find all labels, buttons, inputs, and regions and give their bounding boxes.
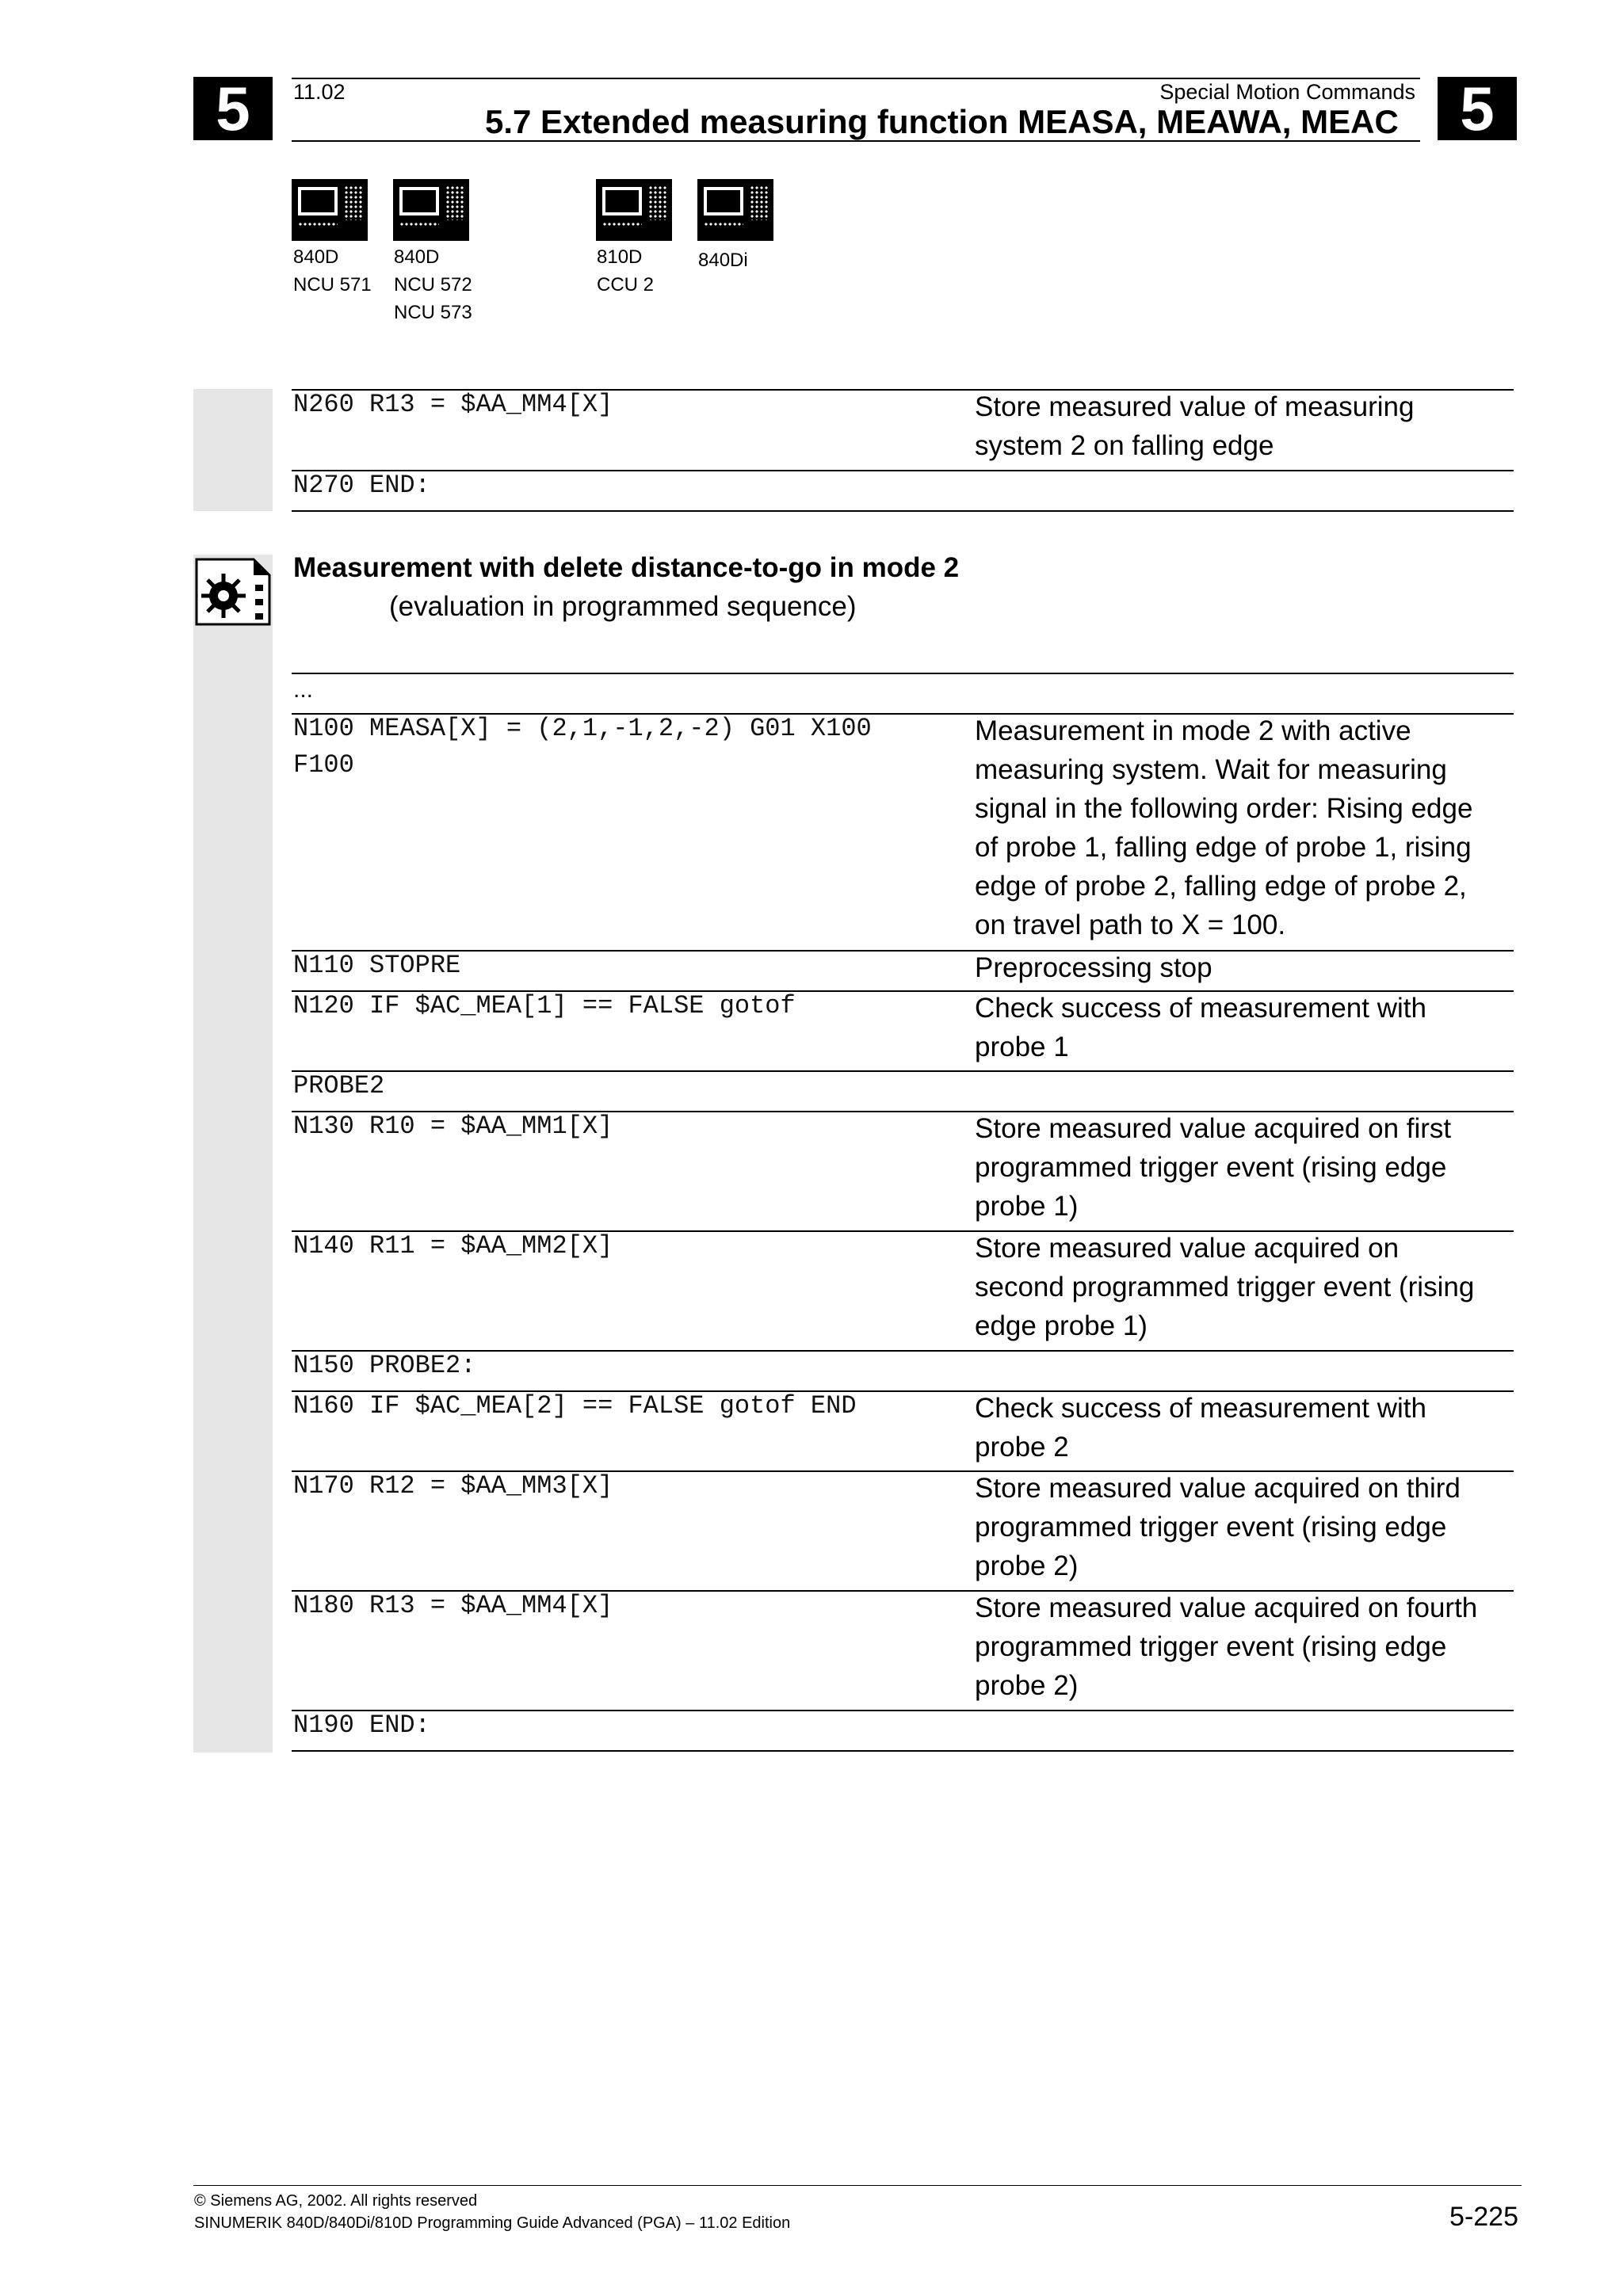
code-line: ... (293, 677, 314, 703)
page-title: 5.7 Extended measuring function MEASA, MEAWA, MEAC (485, 103, 1399, 140)
control-840d-icon (393, 179, 469, 241)
header-top-rule (292, 78, 1420, 79)
control-label: 810D CCU 2 (597, 246, 655, 296)
table-rule (292, 510, 1514, 512)
code-line: N100 MEASA[X] = (2,1,-1,2,-2) G01 X100 F100 (293, 714, 887, 780)
code-line: N180 R13 = $AA_MM4[X] (293, 1591, 613, 1620)
section-title: Measurement with delete distance-to-go in mode 2 (293, 552, 960, 583)
code-line: N140 R11 = $AA_MM2[X] (293, 1231, 613, 1261)
code-line: N190 END: (293, 1711, 430, 1740)
code-description: Store measured value acquired on first programmed trigger event (rising edge probe 1) (975, 1113, 1452, 1222)
code-line: N170 R12 = $AA_MM3[X] (293, 1471, 613, 1501)
code-description: Measurement in mode 2 with active measuring system. Wait for measuring signal in the following order: Rising edge of probe 1, falling edge of probe 1, rising edge of probe 2, falling edge of probe 2, on travel path to X = 100. (975, 715, 1473, 940)
margin-bar (193, 555, 273, 1753)
code-description: Preprocessing stop (975, 952, 1212, 983)
code-line: N120 IF $AC_MEA[1] == FALSE gotof (293, 991, 796, 1020)
control-label: 840D NCU 572 NCU 573 (394, 246, 472, 323)
header-section-name: Special Motion Commands (1159, 80, 1415, 104)
code-line: N270 END: (293, 471, 430, 500)
code-description: Store measured value of measuring system 2 on falling edge (975, 391, 1415, 461)
code-description: Check success of measurement with probe 2 (975, 1393, 1426, 1463)
code-line: N260 R13 = $AA_MM4[X] (293, 390, 613, 419)
footer-guide-title: SINUMERIK 840D/840Di/810D Programming Guide Advanced (PGA) – 11.02 Edition (194, 2214, 791, 2232)
page-number: 5-225 (1449, 2202, 1518, 2232)
programming-example-icon (193, 556, 273, 626)
margin-bar (193, 389, 273, 511)
code-line: N130 R10 = $AA_MM1[X] (293, 1112, 613, 1141)
code-line: N150 PROBE2: (293, 1351, 476, 1380)
footer-copyright: © Siemens AG, 2002. All rights reserved (194, 2192, 478, 2210)
code-description: Check success of measurement with probe 1 (975, 993, 1426, 1062)
control-label: 840D NCU 571 (293, 246, 372, 296)
code-line: N110 STOPRE (293, 951, 461, 980)
code-description: Store measured value acquired on second programmed trigger event (rising edge probe 1) (975, 1233, 1475, 1341)
chapter-box-left: 5 (193, 77, 273, 140)
code-description: Store measured value acquired on fourth programmed trigger event (rising edge probe 2) (975, 1592, 1478, 1701)
chapter-box-right: 5 (1438, 77, 1517, 140)
control-840d-icon (292, 179, 368, 241)
code-line: PROBE2 (293, 1071, 385, 1100)
header-bottom-rule (292, 140, 1420, 142)
control-810d-icon (596, 179, 672, 241)
control-840di-icon (697, 179, 773, 241)
header-version: 11.02 (293, 80, 346, 104)
table-rule (292, 1750, 1514, 1752)
control-label: 840Di (698, 250, 748, 271)
footer-rule (193, 2185, 1522, 2186)
code-description: Store measured value acquired on third programmed trigger event (rising edge probe 2) (975, 1473, 1461, 1581)
code-line: N160 IF $AC_MEA[2] == FALSE gotof END (293, 1391, 857, 1421)
section-subtitle: (evaluation in programmed sequence) (389, 591, 857, 622)
